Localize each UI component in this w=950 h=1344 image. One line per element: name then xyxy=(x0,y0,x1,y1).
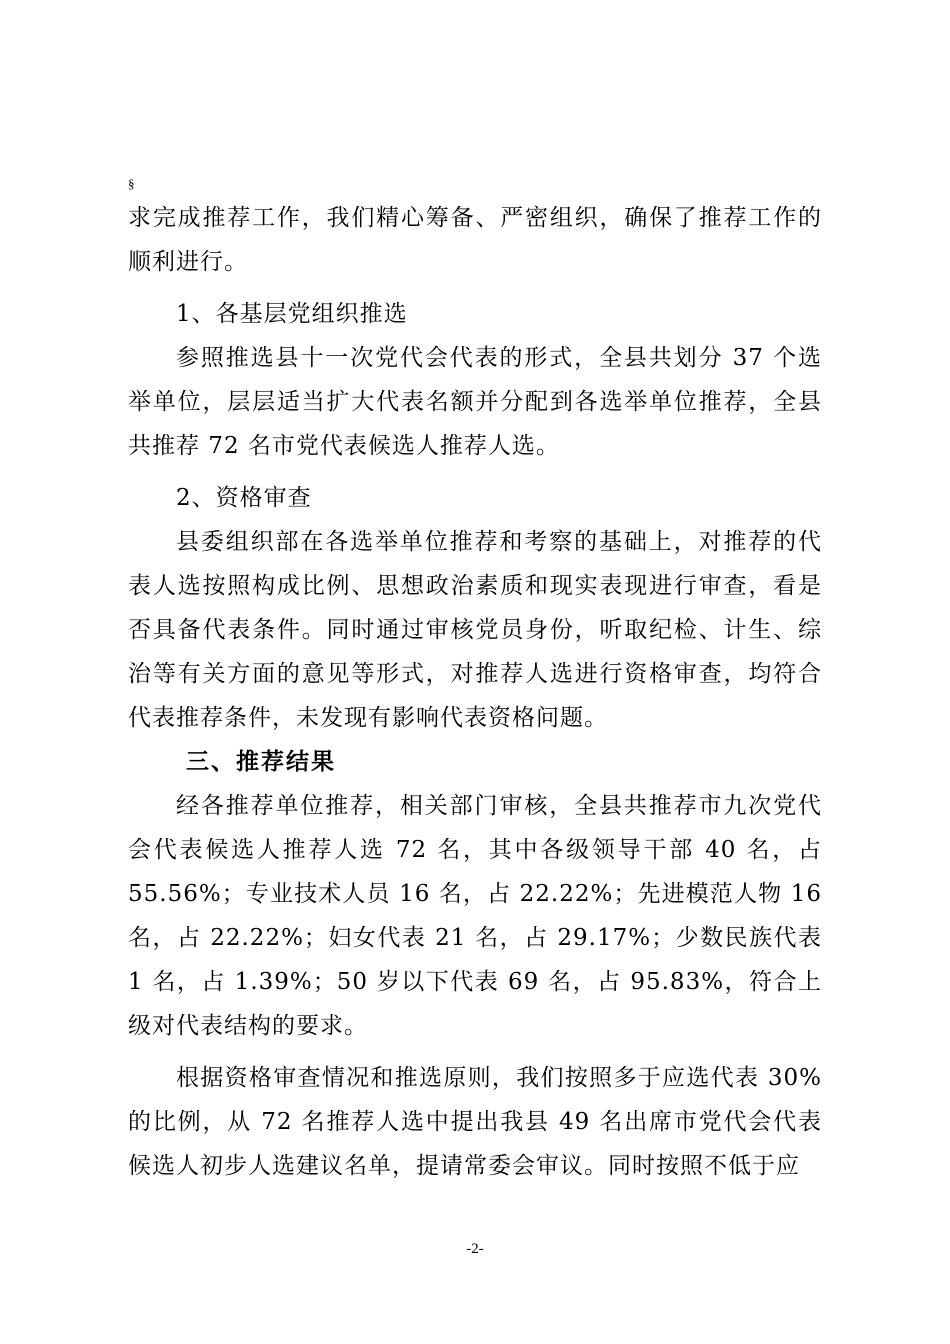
page-number: -2- xyxy=(466,1241,484,1257)
subheading-grassroots-nomination: 1、各基层党组织推选 xyxy=(176,301,408,327)
section-mark: § xyxy=(128,176,135,191)
paragraph-continuation: 求完成推荐工作，我们精心筹备、严密组织，确保了推荐工作的顺利进行。 xyxy=(128,205,822,275)
paragraph-preliminary-list: 根据资格审查情况和推选原则，我们按照多于应选代表 30% 的比例，从 72 名推荐人选中提出我县 49 名出席市党代会代表候选人初步人选建议名单，提请常委会审议。同时按照不低于应 xyxy=(128,1065,822,1179)
paragraph-nomination-units: 参照推选县十一次党代会代表的形式，全县共划分 37 个选举单位，层层适当扩大代表名额并分配到各选举单位推荐，全县共推荐 72 名市党代表候选人推荐人选。 xyxy=(128,345,822,459)
paragraph-qualification-review: 县委组织部在各选举单位推荐和考察的基础上，对推荐的代表人选按照构成比例、思想政治素质和现实表现进行审查，看是否具备代表条件。同时通过审核党员身份，听取纪检、计生、综治等有关方面的意见等形式，对推荐人选进行资格审查，均符合代表推荐条件，未发现有影响代表资格问题。 xyxy=(128,529,822,731)
subheading-qualification-review: 2、资格审查 xyxy=(176,485,312,511)
document-body xyxy=(128,196,822,1188)
section-heading-results: 三、推荐结果 xyxy=(186,749,336,775)
paragraph-results-statistics: 经各推荐单位推荐，相关部门审核，全县共推荐市九次党代会代表候选人推荐人选 72 名，其中各级领导干部 40 名，占 55.56%；专业技术人员 16 名，占 22.22%；先进模范人物 16 名，占 22.22%；妇女代表 21 名，占 29.17%；少数民族代表 1 名，占 1.39%；50 岁以下代表 69 名，占 95.83%，符合上级对代表结构的要求。 xyxy=(128,793,822,1039)
